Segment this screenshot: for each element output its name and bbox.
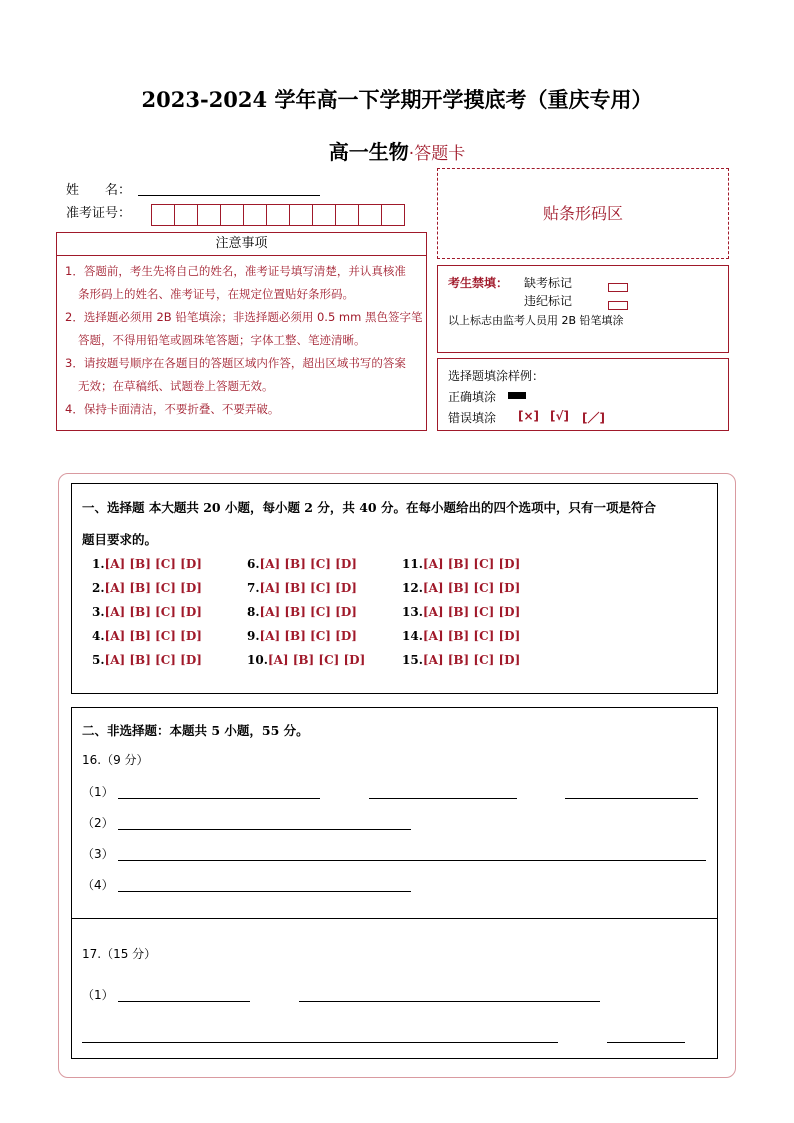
wrong-mark-slash: [／] <box>582 411 605 425</box>
choice-question[interactable]: 15.[A] [B] [C] [D] <box>402 653 521 667</box>
q16-part-1-blank[interactable] <box>565 798 698 799</box>
id-digit-box[interactable] <box>312 204 336 226</box>
wrong-mark-cross: [×] <box>518 409 540 423</box>
prohibit-box <box>437 265 729 353</box>
choice-question[interactable]: 12.[A] [B] [C] [D] <box>402 581 521 595</box>
choice-question[interactable]: 2.[A] [B] [C] [D] <box>92 581 202 595</box>
notice-line: 无效；在草稿纸、试题卷上答题无效。 <box>78 379 274 393</box>
q17-part-1-blank[interactable] <box>299 1001 600 1002</box>
name-label: 姓 名： <box>66 183 132 198</box>
violation-mark-box[interactable] <box>608 301 628 310</box>
q17-part-1-blank[interactable] <box>607 1042 685 1043</box>
notice-line: 1．答题前，考生先将自己的姓名，准考证号填写清楚，并认真核准 <box>65 264 406 278</box>
prohibit-label: 考生禁填： <box>448 276 509 290</box>
notice-line: 条形码上的姓名、准考证号，在规定位置贴好条形码。 <box>78 287 354 301</box>
q17-title: 17.（15 分） <box>82 947 157 961</box>
notice-item <box>57 352 426 398</box>
non-choice-section-q16 <box>71 707 718 919</box>
q16-part-3-blank[interactable] <box>118 860 706 861</box>
q16-part-3-label: （3） <box>82 847 114 861</box>
q16-title: 16.（9 分） <box>82 753 149 767</box>
notice-item <box>57 306 426 352</box>
q16-part-2-label: （2） <box>82 816 114 830</box>
choice-question[interactable]: 6.[A] [B] [C] [D] <box>247 557 357 571</box>
non-choice-section-q17 <box>71 918 718 1059</box>
choice-question[interactable]: 3.[A] [B] [C] [D] <box>92 605 202 619</box>
choice-column-1 <box>92 557 202 677</box>
notice-line: 4．保持卡面清洁，不要折叠、不要弄破。 <box>65 402 280 416</box>
exam-id-boxes[interactable] <box>152 204 405 226</box>
q16-part-4-label: （4） <box>82 878 114 892</box>
choice-question[interactable]: 14.[A] [B] [C] [D] <box>402 629 521 643</box>
fill-sample-title: 选择题填涂样例： <box>448 369 545 383</box>
choice-question[interactable]: 10.[A] [B] [C] [D] <box>247 653 366 667</box>
notice-heading: 注意事项 <box>57 233 426 256</box>
choice-section <box>71 483 718 694</box>
fill-sample-box <box>437 358 729 431</box>
id-digit-box[interactable] <box>243 204 267 226</box>
id-digit-box[interactable] <box>174 204 198 226</box>
choice-question[interactable]: 5.[A] [B] [C] [D] <box>92 653 202 667</box>
q17-part-1-blank[interactable] <box>118 1001 250 1002</box>
card-subtitle <box>0 136 794 165</box>
id-digit-box[interactable] <box>335 204 359 226</box>
notice-item <box>57 398 426 421</box>
id-digit-box[interactable] <box>358 204 382 226</box>
wrong-fill-label: 错误填涂 <box>448 411 497 425</box>
id-digit-box[interactable] <box>266 204 290 226</box>
choice-question[interactable]: 9.[A] [B] [C] [D] <box>247 629 357 643</box>
notice-line: 2．选择题必须用 2B 铅笔填涂；非选择题必须用 0.5 mm 黑色签字笔 <box>65 310 423 324</box>
choice-column-2 <box>247 557 365 677</box>
q16-part-1-label: （1） <box>82 785 114 799</box>
choice-intro-line2: 题目要求的。 <box>82 532 158 547</box>
prohibit-note: 以上标志由监考人员用 2B 铅笔填涂 <box>448 314 624 327</box>
choice-intro-line1: 一、选择题 本大题共 20 小题，每小题 2 分，共 40 分。在每小题给出的四个选项中，只有一项是符合 <box>82 500 656 515</box>
choice-question[interactable]: 4.[A] [B] [C] [D] <box>92 629 202 643</box>
id-digit-box[interactable] <box>151 204 175 226</box>
subtitle-separator: · <box>408 144 415 164</box>
id-digit-box[interactable] <box>289 204 313 226</box>
exam-id-label: 准考证号： <box>66 206 132 221</box>
q17-part-1-label: （1） <box>82 988 114 1002</box>
id-digit-box[interactable] <box>220 204 244 226</box>
correct-fill-mark <box>508 392 526 399</box>
correct-fill-label: 正确填涂 <box>448 390 497 404</box>
id-digit-box[interactable] <box>197 204 221 226</box>
q16-part-2-blank[interactable] <box>118 829 411 830</box>
notice-item <box>57 260 426 306</box>
choice-question[interactable]: 13.[A] [B] [C] [D] <box>402 605 521 619</box>
absent-mark-label: 缺考标记 <box>524 276 573 290</box>
page-title: 2023-2024 学年高一下学期开学摸底考（重庆专用） <box>141 87 653 112</box>
name-field[interactable] <box>138 195 320 196</box>
choice-column-3 <box>402 557 520 677</box>
violation-mark-label: 违纪标记 <box>524 294 573 308</box>
q16-part-1-blank[interactable] <box>118 798 320 799</box>
answer-card-label: 答题卡 <box>414 144 466 164</box>
notice-line: 3．请按题号顺序在各题目的答题区域内作答，超出区域书写的答案 <box>65 356 406 370</box>
choice-question[interactable]: 11.[A] [B] [C] [D] <box>402 557 521 571</box>
choice-question[interactable]: 7.[A] [B] [C] [D] <box>247 581 357 595</box>
q16-part-1-blank[interactable] <box>369 798 517 799</box>
notice-line: 答题，不得用铅笔或圆珠笔答题；字体工整、笔迹清晰。 <box>78 333 366 347</box>
wrong-mark-check: [√] <box>550 409 569 423</box>
barcode-area <box>437 168 729 259</box>
id-digit-box[interactable] <box>381 204 405 226</box>
absent-mark-box[interactable] <box>608 283 628 292</box>
notice-box <box>56 232 427 431</box>
choice-question[interactable]: 8.[A] [B] [C] [D] <box>247 605 357 619</box>
choice-question[interactable]: 1.[A] [B] [C] [D] <box>92 557 202 571</box>
q17-part-1-blank[interactable] <box>82 1042 558 1043</box>
non-choice-heading: 二、非选择题：本题共 5 小题，55 分。 <box>82 723 309 738</box>
subject-title: 高一生物 <box>328 140 409 164</box>
q16-part-4-blank[interactable] <box>118 891 411 892</box>
barcode-label: 贴条形码区 <box>542 204 623 223</box>
